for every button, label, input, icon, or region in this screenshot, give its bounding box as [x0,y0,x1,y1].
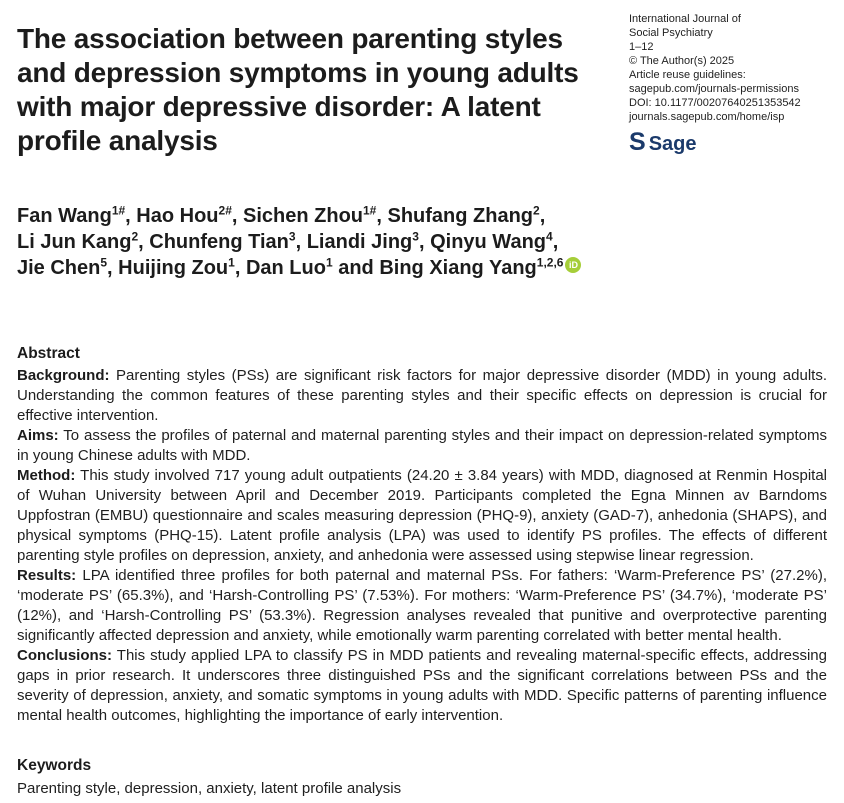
author-name: Qinyu Wang [430,231,546,253]
paper-header [17,10,827,158]
journal-info-block [629,10,827,156]
journal-info-line: 1–12 [629,41,654,53]
journal-info-line: journals.sagepub.com/home/isp [629,111,785,123]
author-separator: , [231,205,243,227]
abstract-section-label: Background: [17,367,110,384]
author-affiliation-sup: 1# [111,203,126,218]
sage-logo [629,128,827,156]
abstract-body [17,366,827,726]
author-affiliation-sup: 4 [546,229,553,244]
author-name: Li Jun Kang [17,231,132,253]
abstract-paragraph [17,566,827,646]
author-affiliation-sup: 2 [533,203,540,218]
author-name: Huijing Zou [118,257,229,279]
author-separator: , [552,231,559,253]
author-name: Jie Chen [17,257,101,279]
abstract-section-text: To assess the profiles of paternal and maternal parenting styles and their impact on depression-related symptoms in young Chinese adults with MDD. [17,427,827,464]
orcid-icon[interactable]: iD [565,257,581,273]
author-separator: , [539,205,546,227]
keywords-section [17,757,827,799]
author-list [17,203,827,281]
author-separator: and [332,257,380,279]
abstract-section-text: LPA identified three profiles for both paternal and maternal PSs. For fathers: ‘Warm-Preference PS’ (27.2%), ‘moderate PS’ (65.3%), and ‘Harsh-Controlling PS’ (7.53%). For mothers: ‘Warm-Preference PS’ (34.7%), ‘moderate PS’ (12%), and ‘Harsh-Controlling PS’ (53.3%). Regression analyses revealed that punitive and overprotective parenting significantly affected depression and anxiety, while emotionally warm parenting correlated with better mental health. [17,567,827,644]
abstract-section-label: Conclusions: [17,647,113,664]
author-line [17,229,827,255]
journal-info-line: Social Psychiatry [629,27,713,39]
paper-title: The association between parenting styles and depression symptoms in young adults with major depressive disorder: A latent profile analysis [17,23,579,156]
author-affiliation-sup: 3 [288,229,296,244]
author-affiliation-sup: 2# [218,203,232,218]
abstract-paragraph [17,426,827,466]
journal-info-line: Article reuse guidelines: [629,69,746,81]
author-name: Bing Xiang Yang [379,257,537,279]
author-name: Liandi Jing [306,231,413,253]
author-affiliation-sup: 1,2,6 [536,255,564,270]
author-affiliation-sup: 3 [412,229,419,244]
abstract-paragraph [17,646,827,726]
sage-s-icon: S [629,128,645,156]
keywords-text: Parenting style, depression, anxiety, latent profile analysis [17,780,402,797]
author-separator: , [138,231,150,253]
author-line [17,255,827,281]
abstract-paragraph [17,466,827,566]
abstract-section [17,345,827,726]
abstract-heading: Abstract [17,345,80,362]
author-affiliation-sup: 1 [228,255,235,270]
author-name: Sichen Zhou [243,205,363,227]
sage-logo-text: Sage [648,133,697,155]
author-name: Chunfeng Tian [149,231,289,253]
author-line [17,203,827,229]
journal-info-line: sagepub.com/journals-permissions [629,83,799,95]
author-separator: , [418,231,431,253]
abstract-section-label: Method: [17,467,76,484]
author-separator: , [107,257,119,279]
journal-info-line: International Journal of [629,13,741,25]
abstract-section-label: Aims: [17,427,59,444]
author-affiliation-sup: 2 [131,229,139,244]
author-separator: , [376,205,388,227]
abstract-section-label: Results: [17,567,77,584]
author-separator: , [125,205,137,227]
author-name: Shufang Zhang [387,205,534,227]
abstract-section-text: This study applied LPA to classify PS in MDD patients and revealing maternal-specific effects, addressing gaps in prior research. It underscores three distinguished PSs and the significant correlations between PSs and the severity of depression, anxiety, and somatic symptoms in young adults with MDD. Specific patterns of parenting influence mental health outcomes, highlighting the importance of early intervention. [17,647,827,724]
journal-info-line: © The Author(s) 2025 [629,55,735,67]
keywords-heading: Keywords [17,757,92,774]
author-affiliation-sup: 5 [100,255,108,270]
author-separator: , [295,231,307,253]
journal-info-line: DOI: 10.1177/00207640251353542 [629,97,801,109]
author-affiliation-sup: 1 [325,255,333,270]
abstract-section-text: Parenting styles (PSs) are significant risk factors for major depressive disorder (MDD) in young adults. Understanding the common features of these parenting styles and their specific effects on depression is crucial for effective intervention. [17,367,827,424]
author-separator: , [234,257,246,279]
journal-info-lines [629,12,827,124]
author-name: Fan Wang [17,205,112,227]
abstract-paragraph [17,366,827,426]
author-name: Dan Luo [245,257,326,279]
abstract-section-text: This study involved 717 young adult outpatients (24.20 ± 3.84 years) with MDD, diagnosed at Renmin Hospital of Wuhan University between April and December 2019. Participants completed the Egna Minnen av Barndoms Uppfostran (EMBU) questionnaire and scales measuring depression (PHQ-9), anxiety (GAD-7), anhedonia (SHAPS), and physical symptoms (PHQ-15). Latent profile analysis (LPA) was used to identify PS profiles. The effects of different parenting style profiles on depression, anxiety, and anhedonia were assessed using stepwise linear regression. [17,467,827,564]
author-affiliation-sup: 1# [363,203,377,218]
author-name: Hao Hou [136,205,219,227]
